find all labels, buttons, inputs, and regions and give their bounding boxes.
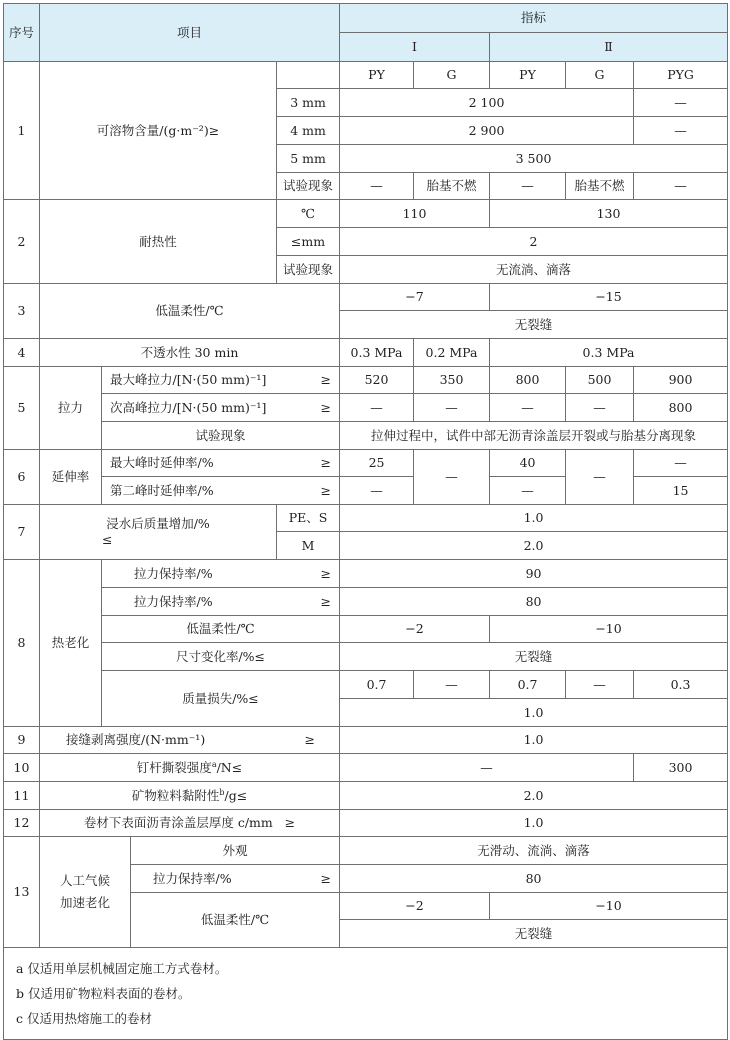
row-8-tensile2-text: 拉力保持率/% [134,593,213,609]
row-10-v2: 300 [634,754,728,782]
row-8-mass-label: 质量损失/%≤ [102,671,340,727]
row-5-test-label: 试验现象 [102,422,340,450]
row-1-blank [277,62,340,89]
row-13-no: 13 [4,837,40,948]
row-5-second-v5: 800 [634,394,728,422]
row-1-title: 可溶物含量/(g·m⁻²)≥ [40,62,277,200]
row-10-no: 10 [4,754,40,782]
row-12-op: ≥ [284,815,296,831]
row-4-no: 4 [4,339,40,367]
row-7-pes-value: 1.0 [340,505,728,532]
row-7-m-label: M [277,532,340,560]
row-6-max-v1: 25 [340,450,414,477]
row-8-mass-v5: 0.3 [634,671,728,699]
row-13-tensile-text: 拉力保持率/% [153,870,232,886]
header-grade-2: Ⅱ [490,33,728,62]
row-6-max-label [102,450,340,477]
row-1-4mm-label: 4 mm [277,117,340,145]
row-6-max-v5: — [634,450,728,477]
row-4-title: 不透水性 30 min [40,339,340,367]
row-6-second-label [102,477,340,505]
row-8-mass-value: 1.0 [340,699,728,727]
row-2-mm-label: ≤mm [277,228,340,256]
row-5-max-v3: 800 [490,367,566,394]
spec-table [3,3,728,1040]
row-8-tensile2-op: ≥ [320,593,332,609]
row-12-title-text: 卷材下表面沥青涂盖层厚度 c/mm [83,815,273,831]
row-8-dim-value: 无裂缝 [340,643,728,671]
row-9-value: 1.0 [340,727,728,754]
row-2-no: 2 [4,200,40,284]
type-g-2: G [566,62,634,89]
row-1-test-v4: 胎基不燃 [566,173,634,200]
row-10-title [40,754,340,782]
row-8-mass-v3: 0.7 [490,671,566,699]
row-1-3mm-value: 2 100 [340,89,634,117]
row-11-no: 11 [4,782,40,810]
type-py-2: PY [490,62,566,89]
row-6-second-v3: — [490,477,566,505]
row-5-second-op: ≥ [320,399,332,415]
row-12-no: 12 [4,810,40,837]
row-4-v1: 0.3 MPa [340,339,414,367]
row-7-title [40,505,277,560]
row-1-5mm-label: 5 mm [277,145,340,173]
row-7-pes-label: PE、S [277,505,340,532]
header-index: 指标 [340,4,728,33]
row-5-second-label-text: 次高峰拉力/[N·(50 mm)⁻¹] [110,399,267,415]
type-g-1: G [414,62,490,89]
row-11-value: 2.0 [340,782,728,810]
footnote-b: b 仅适用矿物粒料表面的卷材。 [16,986,191,1001]
footnote-a: a 仅适用单层机械固定施工方式卷材。 [16,961,228,976]
row-1-test-label: 试验现象 [277,173,340,200]
row-10-title-text: 钉杆撕裂强度 [136,759,212,775]
row-1-no: 1 [4,62,40,200]
row-5-max-op: ≥ [320,372,332,388]
row-8-tensile1-text: 拉力保持率/% [134,565,213,581]
row-11-sup: b [219,787,225,797]
row-5-no: 5 [4,367,40,450]
row-5-second-v2: — [414,394,490,422]
row-5-max-v4: 500 [566,367,634,394]
row-5-second-v4: — [566,394,634,422]
row-8-dim-label: 尺寸变化率/%≤ [102,643,340,671]
row-6-second-label-text: 第二峰时延伸率/% [110,482,214,498]
row-9-no: 9 [4,727,40,754]
row-6-max-v3: 40 [490,450,566,477]
row-5-max-label [102,367,340,394]
row-8-tensile1-label [102,560,340,588]
row-6-g2-dash: — [566,450,634,505]
row-2-temp-g1: 110 [340,200,490,228]
row-3-result: 无裂缝 [340,311,728,339]
row-13-tensile-value: 80 [340,865,728,893]
row-13-group-line2: 加速老化 [59,895,110,910]
type-pyg: PYG [634,62,728,89]
row-9-title [40,727,340,754]
row-10-sup: a [211,759,217,769]
row-1-3mm-label: 3 mm [277,89,340,117]
row-4-v2: 0.2 MPa [414,339,490,367]
row-7-title-line1: 浸水后质量增加/% [106,516,210,532]
row-13-appear-label: 外观 [131,837,340,865]
row-8-tensile2-label [102,588,340,616]
row-7-title-line2: ≤ [102,532,113,547]
row-8-flex-label: 低温柔性/℃ [102,616,340,643]
row-13-group-line1: 人工气候 [59,873,110,889]
row-8-tensile2-value: 80 [340,588,728,616]
row-5-max-v2: 350 [414,367,490,394]
row-10-unit: /N≤ [216,759,243,775]
row-11-title [40,782,340,810]
row-13-tensile-label [131,865,340,893]
row-8-tensile1-value: 90 [340,560,728,588]
row-5-second-label [102,394,340,422]
row-2-title: 耐热性 [40,200,277,284]
row-5-max-v5: 900 [634,367,728,394]
row-12-value: 1.0 [340,810,728,837]
row-10-v1: — [340,754,634,782]
row-13-flex-result: 无裂缝 [340,920,728,948]
footnotes [4,948,728,1040]
row-1-4mm-pyg: — [634,117,728,145]
row-6-second-v5: 15 [634,477,728,505]
row-12-title [40,810,340,837]
row-5-test-value: 拉伸过程中，试件中部无沥青涂盖层开裂或与胎基分离现象 [340,422,728,450]
header-seq: 序号 [4,4,40,62]
row-13-group [40,837,131,948]
row-2-temp-g2: 130 [490,200,728,228]
row-2-temp-label: ℃ [277,200,340,228]
row-6-second-v1: — [340,477,414,505]
row-8-no: 8 [4,560,40,727]
row-1-test-v1: — [340,173,414,200]
row-7-m-value: 2.0 [340,532,728,560]
row-3-title: 低温柔性/℃ [40,284,340,339]
row-8-tensile1-op: ≥ [320,565,332,581]
row-6-group: 延伸率 [40,450,102,505]
row-1-3mm-pyg: — [634,89,728,117]
row-13-appear-value: 无滑动、流淌、滴落 [340,837,728,865]
row-8-flex-g1: −2 [340,616,490,643]
row-13-tensile-op: ≥ [320,870,332,886]
row-7-no: 7 [4,505,40,560]
row-5-second-v1: — [340,394,414,422]
row-6-max-label-text: 最大峰时延伸率/% [110,455,214,471]
row-5-max-label-text: 最大峰拉力/[N·(50 mm)⁻¹] [110,372,267,388]
row-5-group: 拉力 [40,367,102,450]
row-1-4mm-value: 2 900 [340,117,634,145]
header-item: 项目 [40,4,340,62]
row-13-flex-g2: −10 [490,893,728,920]
row-8-group: 热老化 [40,560,102,727]
type-py-1: PY [340,62,414,89]
row-11-title-text: 矿物粒料黏附性 [131,787,220,803]
row-5-second-v3: — [490,394,566,422]
row-8-flex-g2: −10 [490,616,728,643]
footnote-c: c 仅适用热熔施工的卷材 [16,1011,152,1026]
row-3-g2: −15 [490,284,728,311]
row-4-v3: 0.3 MPa [490,339,728,367]
row-1-test-v3: — [490,173,566,200]
row-2-test-label: 试验现象 [277,256,340,284]
row-1-test-v2: 胎基不燃 [414,173,490,200]
row-6-second-op: ≥ [320,482,332,498]
row-13-flex-g1: −2 [340,893,490,920]
row-6-g1-dash: — [414,450,490,505]
row-5-max-v1: 520 [340,367,414,394]
row-1-5mm-value: 3 500 [340,145,728,173]
row-3-g1: −7 [340,284,490,311]
row-8-mass-v1: 0.7 [340,671,414,699]
row-8-mass-v2: — [414,671,490,699]
row-6-no: 6 [4,450,40,505]
row-2-mm-value: 2 [340,228,728,256]
row-3-no: 3 [4,284,40,339]
header-grade-1: Ⅰ [340,33,490,62]
row-9-op: ≥ [304,732,316,748]
row-2-test-value: 无流淌、滴落 [340,256,728,284]
row-8-mass-v4: — [566,671,634,699]
row-9-title-text: 接缝剥离强度/(N·mm⁻¹) [66,732,206,748]
row-6-max-op: ≥ [320,455,332,471]
row-1-test-v5: — [634,173,728,200]
row-13-flex-label: 低温柔性/℃ [131,893,340,948]
row-11-unit: /g≤ [224,787,248,803]
